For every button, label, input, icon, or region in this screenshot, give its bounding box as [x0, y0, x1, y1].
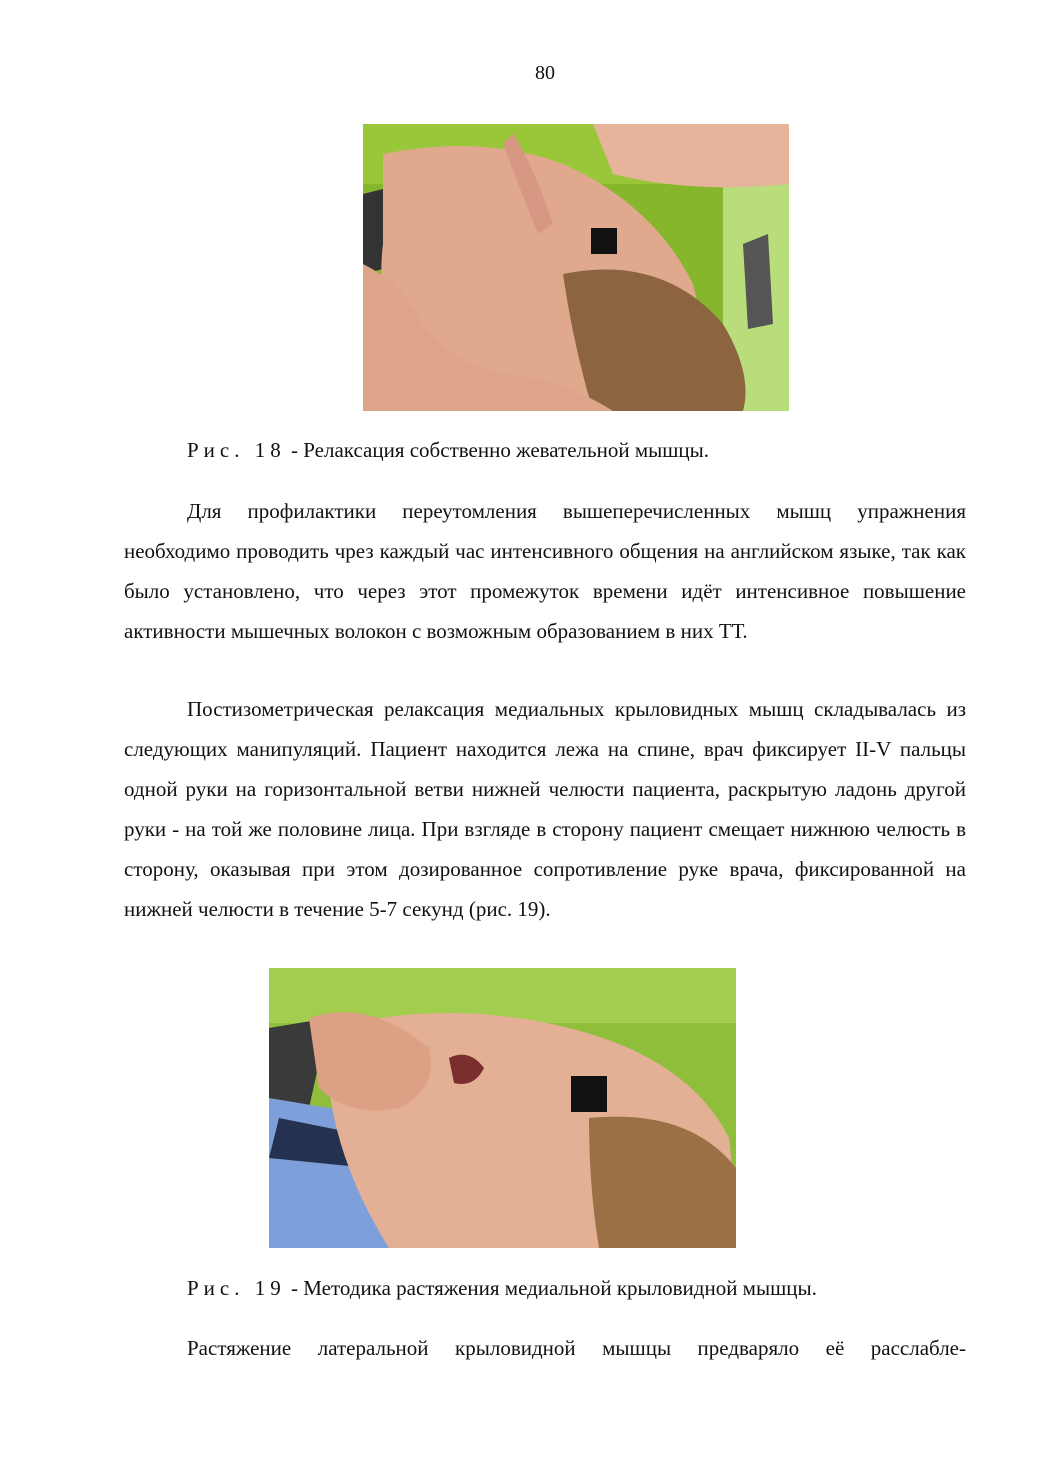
paragraph-3: Растяжение латеральной крыловидной мышцы предваряло её расслабле- [187, 1336, 966, 1360]
medial-pterygoid-stretch-photo [269, 968, 736, 1248]
figure-19-photo [269, 968, 736, 1248]
figure-18-photo [363, 124, 789, 411]
figure-18-title: Релаксация собственно жевательной мышцы. [303, 438, 709, 462]
page-number: 80 [535, 62, 555, 84]
paragraph-2: Постизометрическая релаксация медиальных крыловидных мышц складывалась из следующих манипуляций. Пациент находится лежа на спине, врач фиксирует II-V пальцы одной руки на горизонтальной ветви нижней челюсти пациента, раскрытую ладонь другой руки - на той же половине лица. При взгляде в сторону пациент смещает нижнюю челюсть в сторону, оказывая при этом дозированное сопротивление руке врача, фиксированной на нижней челюсти в течение 5-7 секунд (рис. 19). [124, 697, 966, 921]
figure-18-separator: - [291, 438, 298, 462]
paragraph-1: Для профилактики переутомления вышеперечисленных мышц упражнения необходимо проводить чрез каждый час интенсивного общения на английском языке, так как было установлено, что через этот промежуток времени идёт интенсивное повышение активности мышечных волокон с возможным образованием в них ТТ. [124, 499, 966, 643]
figure-19-title: Методика растяжения медиальной крыловидной мышцы. [303, 1276, 817, 1300]
figure-19-separator: - [291, 1276, 298, 1300]
figure-18-label: Рис. 18 [187, 438, 286, 462]
figure-19-label: Рис. 19 [187, 1276, 286, 1300]
masseter-relaxation-photo [363, 124, 789, 411]
figure-19-caption [187, 1276, 817, 1301]
figure-18-caption [187, 438, 709, 463]
